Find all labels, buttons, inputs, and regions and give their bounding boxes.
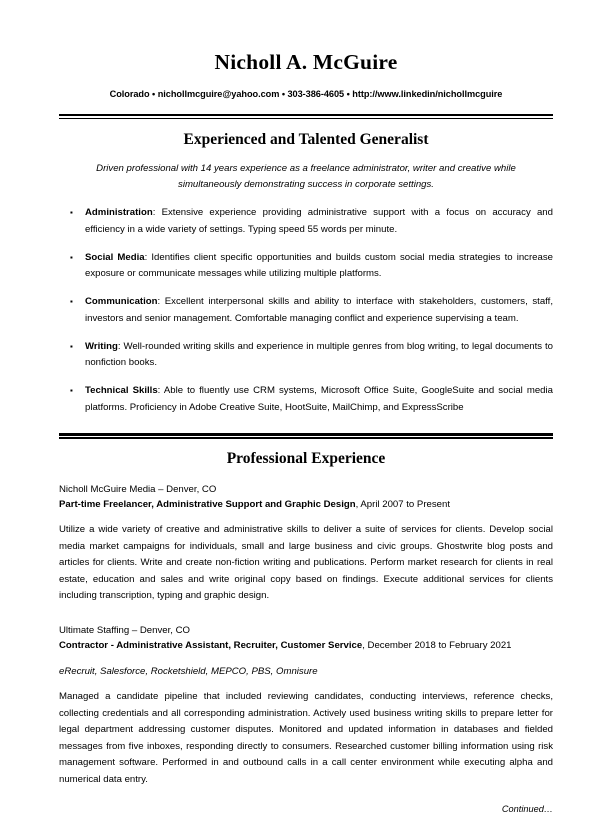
job-company: Ultimate Staffing – Denver, CO	[59, 624, 190, 636]
qualification-text: Identifies client specific opportunities and builds custom social media strategies to increase exposure or communicate messages while utilizing multiple platforms.	[85, 251, 553, 280]
qualification-label: Writing	[85, 340, 118, 352]
divider-rule-thin	[59, 118, 553, 119]
qualification-label: Administration	[85, 207, 153, 219]
summary-section-heading: Experienced and Talented Generalist	[183, 130, 429, 148]
qualification-separator: :	[157, 385, 164, 397]
list-item	[59, 339, 553, 372]
job-dates: , December 2018 to February 2021	[362, 640, 512, 652]
bullet-icon: ▪	[70, 341, 73, 351]
qualification-label: Technical Skills	[85, 385, 158, 397]
job-title	[59, 638, 553, 653]
job-tools: eRecruit, Salesforce, Rocketshield, MEPCO, PBS, Omnisure	[59, 666, 318, 678]
qualification-text: Excellent interpersonal skills and ability to interface with stakeholders, customers, staff, investors and senior management. Comfortable managing conflict and experience supervising a team.	[85, 296, 553, 324]
experience-section-heading: Professional Experience	[226, 450, 386, 468]
bullet-icon: ▪	[70, 208, 73, 218]
contact-line: Colorado • nichollmcguire@yahoo.com • 303-386-4605 • http://www.linkedin/nichollmcguire	[109, 88, 503, 99]
list-item	[59, 205, 553, 238]
job-dates: , April 2007 to Present	[355, 499, 450, 511]
qualification-text: Able to fluently use CRM systems, Microsoft Office Suite, GoogleSuite and social media platforms. Proficiency in Adobe Creative Suite, HootSuite, MailChimp, and ExpressScribe	[85, 385, 553, 413]
list-item	[59, 294, 553, 327]
resume-header	[59, 50, 553, 100]
job-description: Managed a candidate pipeline that included reviewing candidates, conducting interviews, reference checks, collecting credentials and all corresponding administration. Actively used business writing skills to prepare letter for legal department addressing customer disputes. Monitored and updated information in databases and fielded messages from five inboxes, responding directly to consumers. Researched customer billing information using risk management software. Performed in and outbound calls in a call center environment while executing alpha and numerical data entry.	[59, 691, 553, 785]
qualification-label: Communication	[85, 296, 158, 308]
qualification-text: Extensive experience providing administrative support with a focus on accuracy and efficiency in a wide variety of settings. Typing speed 55 words per minute.	[85, 207, 553, 235]
job-entry	[59, 482, 553, 605]
job-title-text: Part-time Freelancer, Administrative Support and Graphic Design	[59, 499, 356, 511]
bullet-icon: ▪	[70, 297, 73, 307]
job-title	[59, 497, 553, 512]
job-company: Nicholl McGuire Media – Denver, CO	[59, 484, 217, 496]
qualification-separator: :	[117, 340, 124, 352]
list-item	[59, 383, 553, 416]
candidate-name: Nicholl A. McGuire	[214, 50, 398, 74]
summary-statement: Driven professional with 14 years experience as a freelance administrator, writer and creative while simultaneously demonstrating success in corporate settings.	[96, 163, 516, 190]
job-spacer	[59, 605, 553, 623]
qualification-text: Well-rounded writing skills and experience in multiple genres from blog writing, to legal documents to nonfiction books.	[85, 340, 553, 369]
qualification-separator: :	[157, 296, 165, 308]
job-description: Utilize a wide variety of creative and administrative skills to deliver a suite of services for clients. Develop social media market campaigns for individuals, small and large business and civic groups. Ghostwrite blog posts and articles for clients. Write and create non-fiction writing and publications. Perform market research for clients in real estate, education and sales and write original copy based on findings. Execute additional services for clients including transcription, typing and graphic design.	[59, 524, 553, 602]
qualifications-list	[59, 205, 553, 416]
bullet-icon: ▪	[70, 386, 73, 396]
list-item	[59, 250, 553, 283]
continued-footer: Continued…	[501, 804, 553, 814]
job-title-text: Contractor - Administrative Assistant, Recruiter, Customer Service	[59, 640, 363, 652]
section-divider-experience	[59, 433, 553, 439]
qualification-label: Social Media	[85, 251, 145, 263]
divider-rule-thin	[59, 437, 553, 438]
qualification-separator: :	[144, 251, 152, 263]
section-divider-top	[59, 114, 553, 120]
bullet-icon: ▪	[70, 252, 73, 262]
job-entry	[59, 623, 553, 788]
qualification-separator: :	[152, 207, 162, 219]
